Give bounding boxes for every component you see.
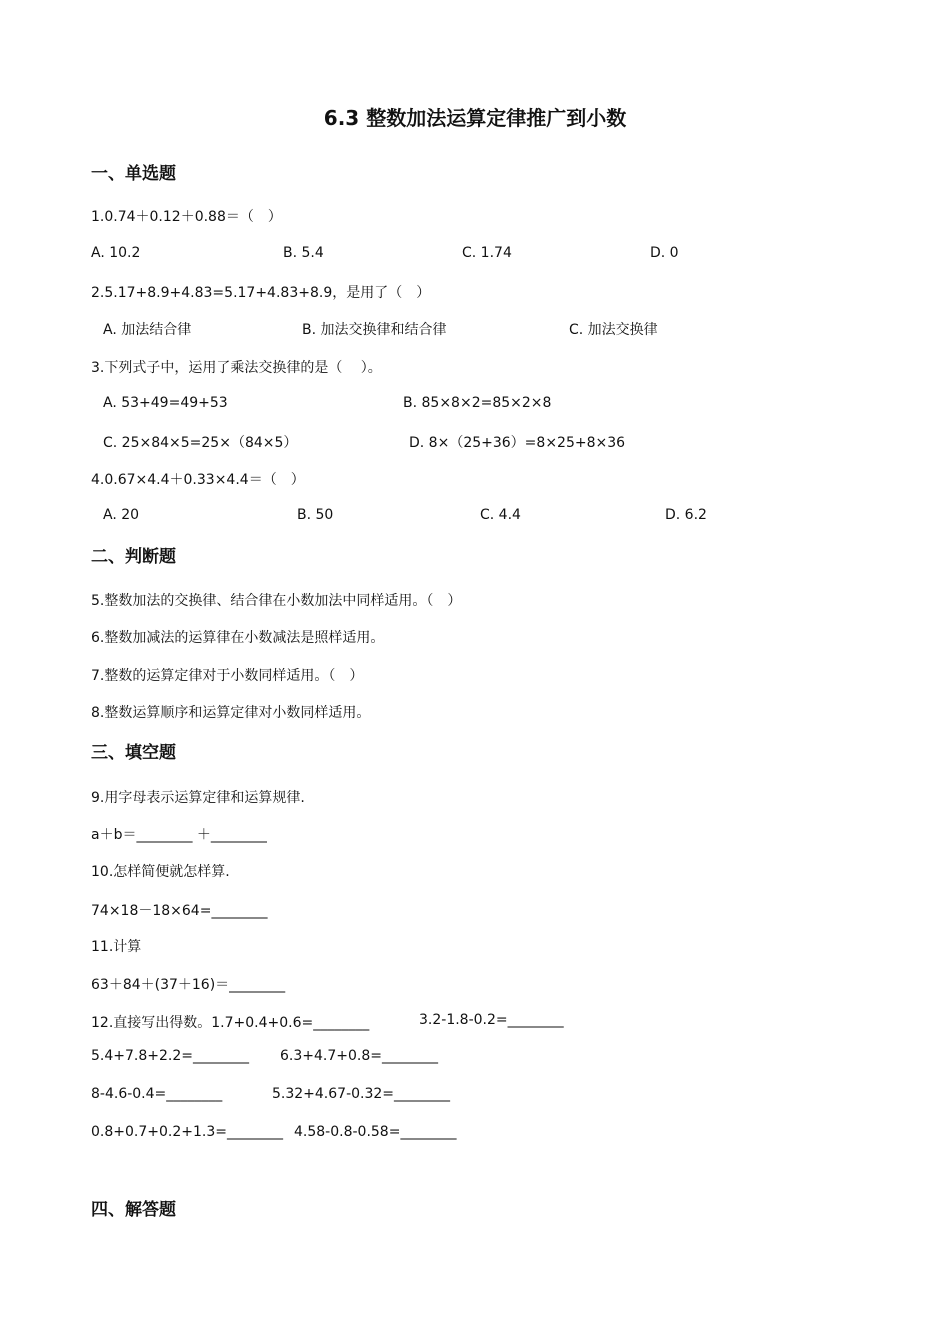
question-6: 6.整数加减法的运算律在小数减法是照样适用。 [91,630,385,646]
question-12-item-5: 8-4.6-0.4=________ [91,1086,223,1102]
question-2-option-a: A. 加法结合律 [103,322,192,338]
question-1-stem: 1.0.74＋0.12＋0.88＝（ ） [91,209,282,225]
question-2-stem: 2.5.17+8.9+4.83=5.17+4.83+8.9，是用了（ ） [91,285,431,301]
question-3-option-a: A. 53+49=49+53 [103,395,228,411]
question-3-option-c: C. 25×84×5=25×（84×5） [103,435,298,451]
question-4-option-a: A. 20 [103,507,140,523]
question-4-option-d: D. 6.2 [665,507,707,523]
question-1-option-b: B. 5.4 [283,245,324,261]
question-3-stem: 3.下列式子中，运用了乘法交换律的是（ ）。 [91,360,382,376]
question-3-option-d: D. 8×（25+36）=8×25+8×36 [409,435,626,451]
question-9-stem: 9.用字母表示运算定律和运算规律. [91,790,305,806]
question-8: 8.整数运算顺序和运算定律对小数同样适用。 [91,705,371,721]
question-1-option-d: D. 0 [650,245,679,261]
section-heading-single-choice: 一、单选题 [91,164,176,184]
question-9-line: a＋b＝________ ＋________ [91,827,267,843]
question-4-stem: 4.0.67×4.4＋0.33×4.4＝（ ） [91,472,305,488]
question-1-option-a: A. 10.2 [91,245,141,261]
question-12-stem: 12.直接写出得数。1.7+0.4+0.6=________ [91,1015,370,1031]
section-heading-fill-blank: 三、填空题 [91,743,176,763]
question-7: 7.整数的运算定律对于小数同样适用。（ ） [91,668,364,684]
section-heading-true-false: 二、判断题 [91,547,176,567]
question-11-stem: 11.计算 [91,939,142,955]
section-heading-answer: 四、解答题 [91,1200,176,1220]
question-12-item-8: 4.58-0.8-0.58=________ [294,1124,457,1140]
question-12-item-6: 5.32+4.67-0.32=________ [272,1086,451,1102]
question-10-line: 74×18－18×64=________ [91,903,268,919]
question-2-option-b: B. 加法交换律和结合律 [302,322,447,338]
page-title: 6.3 整数加法运算定律推广到小数 [323,106,627,130]
question-12-item-7: 0.8+0.7+0.2+1.3=________ [91,1124,283,1140]
question-1-option-c: C. 1.74 [462,245,512,261]
question-10-stem: 10.怎样简便就怎样算. [91,864,230,880]
question-3-option-b: B. 85×8×2=85×2×8 [403,395,552,411]
question-4-option-c: C. 4.4 [480,507,521,523]
question-11-line: 63＋84＋(37＋16)＝________ [91,977,286,993]
question-4-option-b: B. 50 [297,507,334,523]
question-2-option-c: C. 加法交换律 [569,322,658,338]
question-5: 5.整数加法的交换律、结合律在小数加法中同样适用。（ ） [91,593,462,609]
question-12-item-3: 5.4+7.8+2.2=________ [91,1048,249,1064]
question-12-item-2: 3.2-1.8-0.2=________ [419,1012,564,1028]
question-12-item-4: 6.3+4.7+0.8=________ [280,1048,438,1064]
